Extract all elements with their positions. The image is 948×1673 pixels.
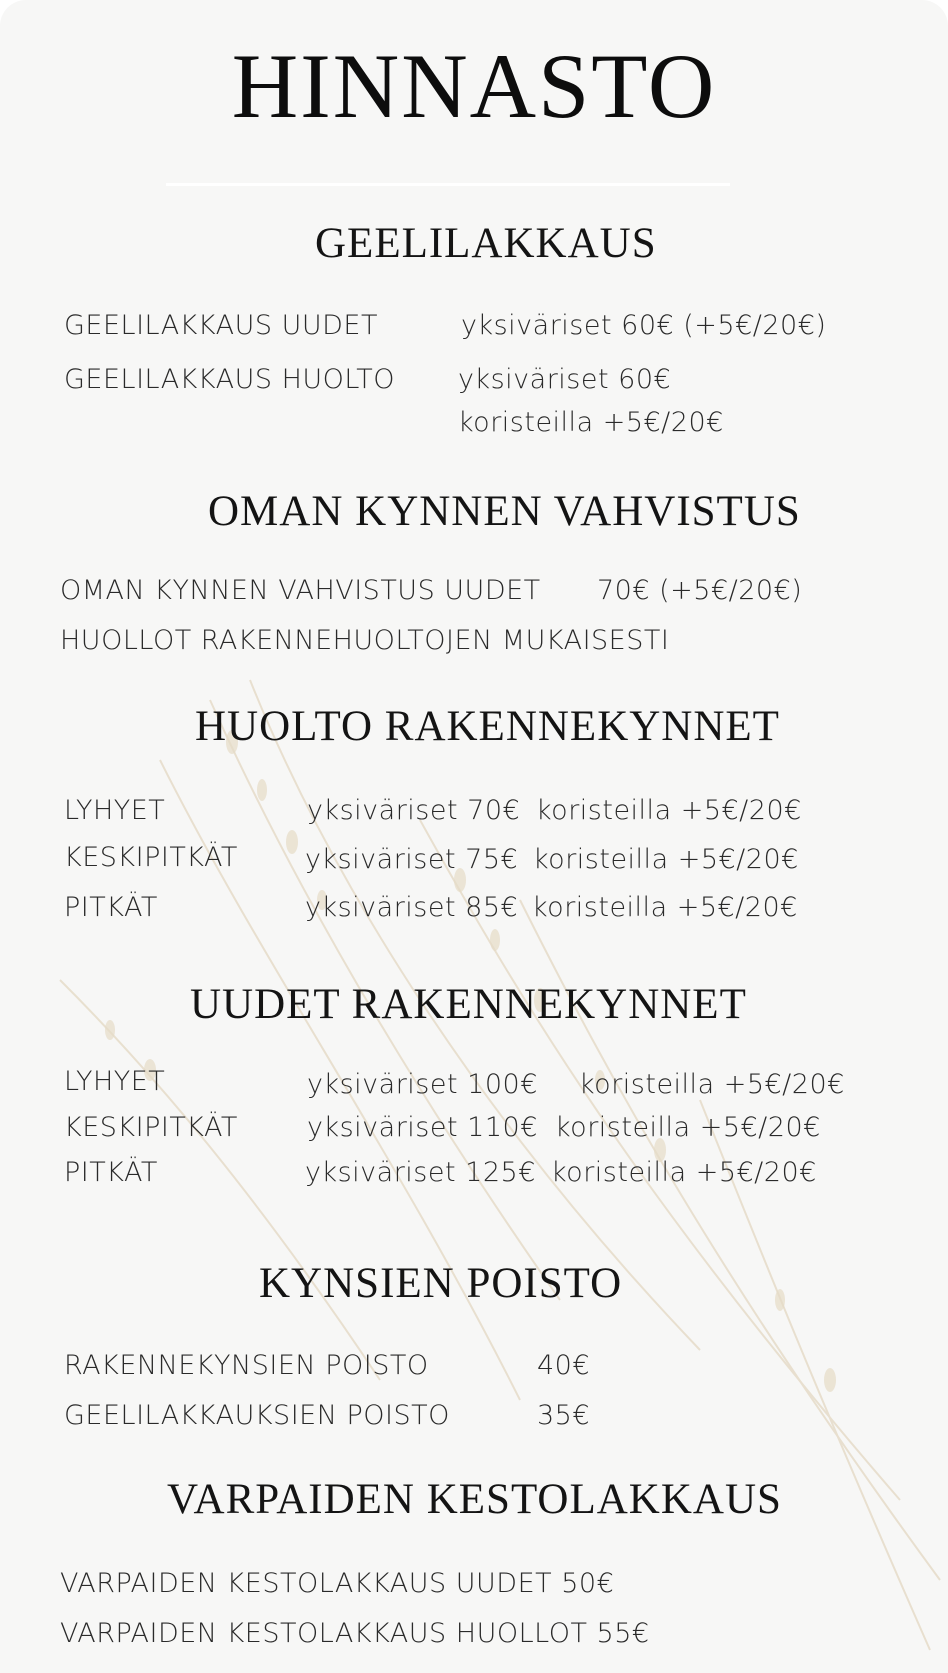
service-price: 40€ [537, 1350, 591, 1381]
service-extra: koristeilla +5€/20€ [551, 1157, 817, 1188]
service-price: yksiväriset 110€ [307, 1112, 538, 1143]
section-heading-geelilakkaus: GEELILAKKAUS [315, 220, 657, 267]
section-heading-huolto-rakennekynnet: HUOLTO RAKENNEKYNNET [195, 703, 780, 750]
title-divider [166, 183, 730, 186]
service-extra: koristeilla +5€/20€ [533, 844, 799, 875]
service-extra: koristeilla +5€/20€ [458, 407, 724, 438]
service-extra: koristeilla +5€/20€ [536, 795, 802, 826]
service-name: VARPAIDEN KESTOLAKKAUS UUDET 50€ [60, 1568, 615, 1599]
section-heading-oman-kynnen-vahvistus: OMAN KYNNEN VAHVISTUS [208, 488, 801, 535]
service-name: LYHYET [64, 1066, 166, 1097]
service-extra: koristeilla +5€/20€ [532, 892, 798, 923]
service-name: GEELILAKKAUS HUOLTO [64, 364, 395, 395]
service-name: OMAN KYNNEN VAHVISTUS UUDET [60, 575, 541, 606]
service-name: GEELILAKKAUKSIEN POISTO [64, 1400, 450, 1431]
page-title: HINNASTO [231, 35, 717, 137]
service-price: 70€ (+5€/20€) [597, 575, 803, 606]
service-name: PITKÄT [64, 1157, 158, 1188]
service-name: RAKENNEKYNSIEN POISTO [64, 1350, 429, 1381]
section-heading-varpaiden-kestolakkaus: VARPAIDEN KESTOLAKKAUS [167, 1476, 782, 1523]
service-price: yksiväriset 70€ [307, 795, 521, 826]
service-price: yksiväriset 85€ [305, 892, 519, 923]
service-name: KESKIPITKÄT [64, 842, 238, 873]
service-price: yksiväriset 75€ [305, 844, 519, 875]
section-heading-kynsien-poisto: KYNSIEN POISTO [259, 1260, 623, 1307]
service-name: LYHYET [64, 795, 166, 826]
service-price: yksiväriset 60€ (+5€/20€) [461, 310, 827, 341]
service-name: HUOLLOT RAKENNEHUOLTOJEN MUKAISESTI [60, 625, 670, 656]
service-price: yksiväriset 60€ [458, 364, 672, 395]
service-name: VARPAIDEN KESTOLAKKAUS HUOLLOT 55€ [60, 1618, 650, 1649]
service-name: PITKÄT [64, 892, 158, 923]
service-price: yksiväriset 100€ [307, 1069, 538, 1100]
service-price: 35€ [537, 1400, 591, 1431]
service-extra: koristeilla +5€/20€ [555, 1112, 821, 1143]
service-name: KESKIPITKÄT [64, 1112, 238, 1143]
service-price: yksiväriset 125€ [305, 1157, 536, 1188]
service-extra: koristeilla +5€/20€ [579, 1069, 845, 1100]
section-heading-uudet-rakennekynnet: UUDET RAKENNEKYNNET [190, 981, 747, 1028]
service-name: GEELILAKKAUS UUDET [64, 310, 378, 341]
